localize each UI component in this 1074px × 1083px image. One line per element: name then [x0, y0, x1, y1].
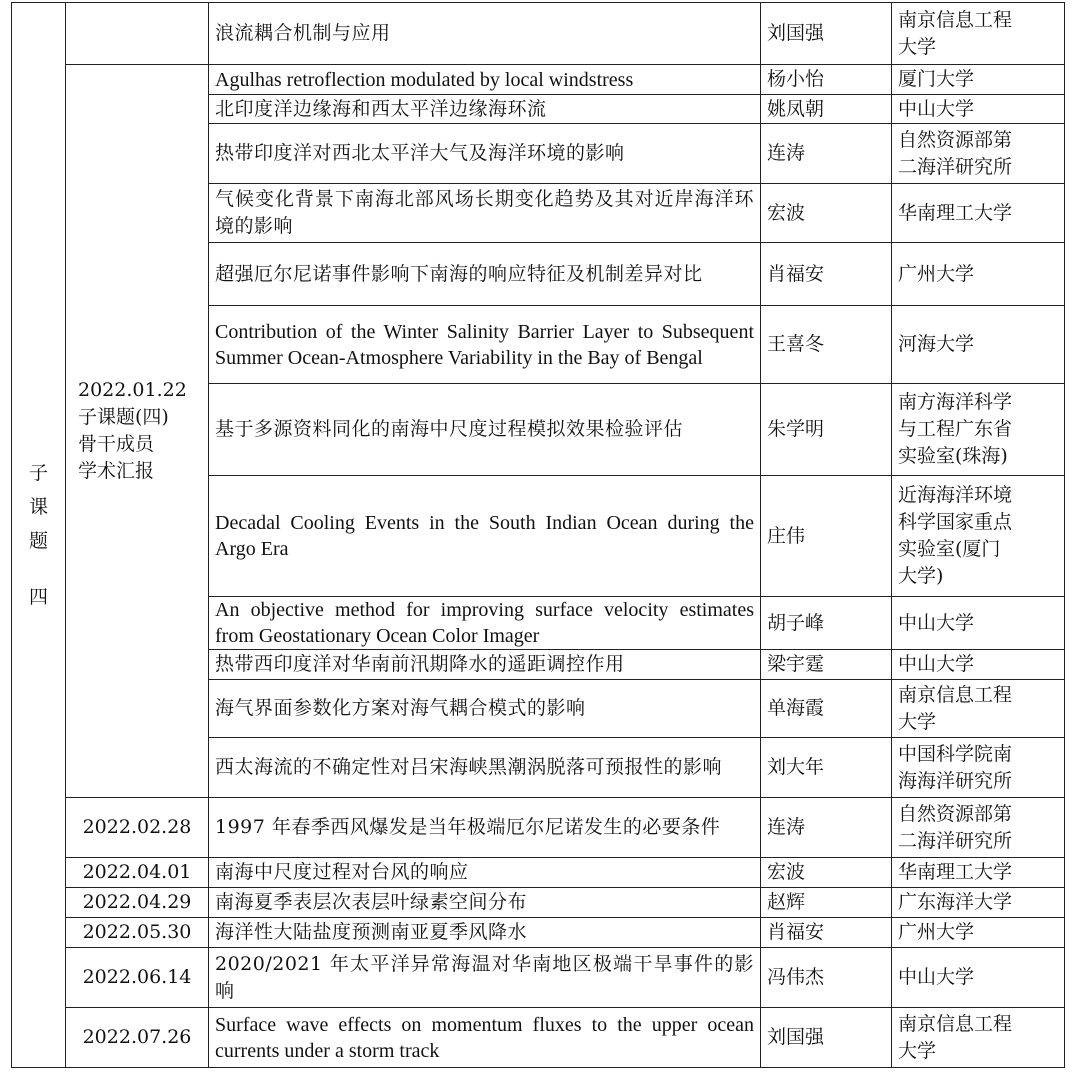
person-cell: 姚凤朝 — [761, 95, 892, 124]
schedule-table — [11, 2, 1065, 1068]
person-cell: 宏波 — [761, 858, 892, 888]
topic-cell: 西太海流的不确定性对吕宋海峡黑潮涡脱落可预报性的影响 — [209, 738, 761, 798]
org-cell: 自然资源部第 二海洋研究所 — [892, 124, 1065, 184]
table-row — [12, 1008, 1065, 1068]
topic-cell: 南海夏季表层次表层叶绿素空间分布 — [209, 888, 761, 918]
topic-cell: 浪流耦合机制与应用 — [209, 3, 761, 65]
topic-cell: 气候变化背景下南海北部风场长期变化趋势及其对近岸海洋环境的影响 — [209, 184, 761, 243]
table-row — [12, 65, 1065, 95]
person-cell: 梁宇霆 — [761, 650, 892, 680]
person-cell: 刘国强 — [761, 3, 892, 65]
date-cell: 2022.04.29 — [66, 888, 209, 918]
org-cell: 广州大学 — [892, 243, 1065, 306]
person-cell: 冯伟杰 — [761, 948, 892, 1008]
date-cell-block: 2022.01.22 子课题(四) 骨干成员 学术汇报 — [66, 65, 209, 798]
person-cell: 杨小怡 — [761, 65, 892, 95]
org-cell: 中山大学 — [892, 597, 1065, 650]
org-cell: 南京信息工程 大学 — [892, 3, 1065, 65]
person-cell: 肖福安 — [761, 918, 892, 948]
table-row — [12, 858, 1065, 888]
org-cell: 南京信息工程 大学 — [892, 1008, 1065, 1068]
date-cell: 2022.05.30 — [66, 918, 209, 948]
org-cell: 中山大学 — [892, 95, 1065, 124]
person-cell: 朱学明 — [761, 384, 892, 476]
topic-cell: 2020/2021 年太平洋异常海温对华南地区极端干旱事件的影响 — [209, 948, 761, 1008]
org-cell: 南方海洋科学 与工程广东省 实验室(珠海) — [892, 384, 1065, 476]
person-cell: 刘大年 — [761, 738, 892, 798]
person-cell: 刘国强 — [761, 1008, 892, 1068]
date-cell: 2022.04.01 — [66, 858, 209, 888]
topic-cell: 基于多源资料同化的南海中尺度过程模拟效果检验评估 — [209, 384, 761, 476]
org-cell: 近海海洋环境 科学国家重点 实验室(厦门 大学) — [892, 476, 1065, 597]
topic-cell: Contribution of the Winter Salinity Barrier Layer to Subsequent Summer Ocean-Atmosphere Variability in the Bay of Bengal — [209, 306, 761, 384]
org-cell: 广州大学 — [892, 918, 1065, 948]
org-cell: 广东海洋大学 — [892, 888, 1065, 918]
topic-cell: 海气界面参数化方案对海气耦合模式的影响 — [209, 680, 761, 738]
topic-cell: Surface wave effects on momentum fluxes to the upper ocean currents under a storm track — [209, 1008, 761, 1068]
person-cell: 胡子峰 — [761, 597, 892, 650]
topic-cell: 热带印度洋对西北太平洋大气及海洋环境的影响 — [209, 124, 761, 184]
date-cell: 2022.06.14 — [66, 948, 209, 1008]
table-row — [12, 948, 1065, 1008]
person-cell: 肖福安 — [761, 243, 892, 306]
table-row — [12, 3, 1065, 65]
date-cell: 2022.02.28 — [66, 798, 209, 858]
org-cell: 华南理工大学 — [892, 858, 1065, 888]
topic-cell: An objective method for improving surface velocity estimates from Geostationary Ocean Color Imager — [209, 597, 761, 650]
person-cell: 王喜冬 — [761, 306, 892, 384]
topic-cell: 海洋性大陆盐度预测南亚夏季风降水 — [209, 918, 761, 948]
group-label-cell — [12, 3, 66, 1068]
org-cell: 厦门大学 — [892, 65, 1065, 95]
org-cell: 中国科学院南 海海洋研究所 — [892, 738, 1065, 798]
person-cell: 庄伟 — [761, 476, 892, 597]
topic-cell: 北印度洋边缘海和西太平洋边缘海环流 — [209, 95, 761, 124]
table-row — [12, 888, 1065, 918]
person-cell: 单海霞 — [761, 680, 892, 738]
date-cell — [66, 3, 209, 65]
person-cell: 宏波 — [761, 184, 892, 243]
topic-cell: 热带西印度洋对华南前汛期降水的遥距调控作用 — [209, 650, 761, 680]
topic-cell: Decadal Cooling Events in the South Indian Ocean during the Argo Era — [209, 476, 761, 597]
person-cell: 连涛 — [761, 124, 892, 184]
group-label: 子 课 题 四 — [28, 462, 48, 608]
org-cell: 自然资源部第 二海洋研究所 — [892, 798, 1065, 858]
topic-cell: 1997 年春季西风爆发是当年极端厄尔尼诺发生的必要条件 — [209, 798, 761, 858]
person-cell: 连涛 — [761, 798, 892, 858]
table-row — [12, 798, 1065, 858]
date-cell: 2022.07.26 — [66, 1008, 209, 1068]
org-cell: 华南理工大学 — [892, 184, 1065, 243]
org-cell: 南京信息工程 大学 — [892, 680, 1065, 738]
org-cell: 中山大学 — [892, 650, 1065, 680]
table-row — [12, 918, 1065, 948]
topic-cell: 超强厄尔尼诺事件影响下南海的响应特征及机制差异对比 — [209, 243, 761, 306]
topic-cell: Agulhas retroflection modulated by local windstress — [209, 65, 761, 95]
org-cell: 河海大学 — [892, 306, 1065, 384]
topic-cell: 南海中尺度过程对台风的响应 — [209, 858, 761, 888]
person-cell: 赵辉 — [761, 888, 892, 918]
org-cell: 中山大学 — [892, 948, 1065, 1008]
